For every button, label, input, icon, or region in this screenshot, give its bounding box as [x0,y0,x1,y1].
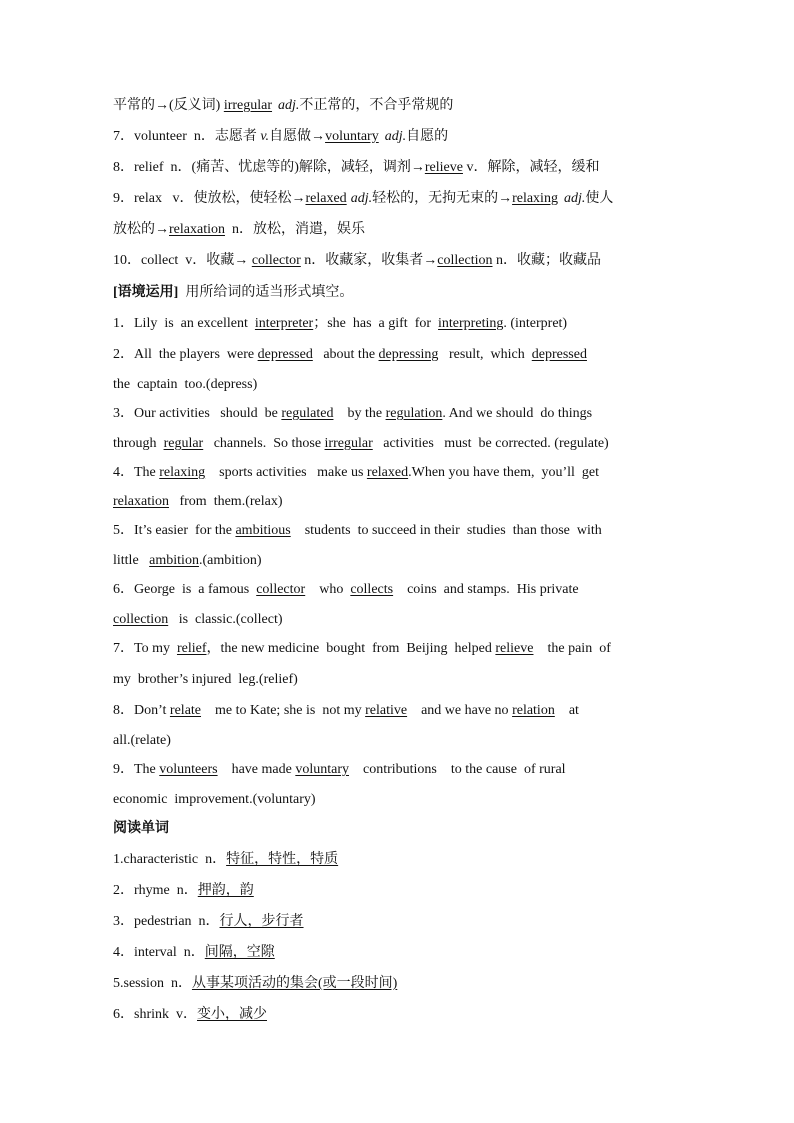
question-2 [113,345,688,365]
pos-label: adj. [350,191,373,206]
text: n．收藏；收藏品 [492,253,601,268]
text: me to Kate; she is not my [201,703,366,718]
text: and we have no [407,703,513,718]
question-1 [113,314,688,334]
answer-blank: relaxed [366,465,409,480]
answer-blank: relaxation [169,222,225,237]
question-6-cont [113,610,688,630]
question-8-cont [113,731,688,751]
answer-blank: collection [437,253,493,268]
heading-text: 阅读单词 [113,821,169,836]
question-4-cont [113,492,688,512]
reading-item [113,850,688,870]
answer-blank: relieve [424,160,463,175]
reading-heading [113,819,688,839]
reading-item [113,1005,688,1025]
text: 9．relax v．使放松，使轻松→ [113,191,306,206]
question-7-cont [113,670,688,690]
text: v．解除，减轻，缓和 [462,160,600,175]
reading-item [113,881,688,901]
vocab-line-relaxation [113,220,688,240]
text: through [113,436,164,451]
text: economic improvement.(voluntary) [113,792,316,807]
question-6 [113,580,688,600]
question-3 [113,404,688,424]
text: have made [217,762,296,777]
answer-blank: ambitious [235,523,291,538]
answer-blank: 间隔，空隙 [204,945,275,960]
answer-blank: regulated [281,406,334,421]
text: result, which [438,347,532,362]
answer-blank: relaxation [113,494,169,509]
question-3-cont [113,434,673,454]
reading-item [113,912,688,932]
text: ；she has a gift for [313,316,439,331]
vocab-line-volunteer [113,127,688,147]
text: all.(relate) [113,733,171,748]
answer-blank: 变小，减少 [197,1007,267,1022]
answer-blank: collection [113,612,169,627]
answer-blank: depressed [257,347,313,362]
vocab-line-relax [113,189,693,209]
answer-blank: relate [169,703,202,718]
section-heading [113,283,688,303]
text: is classic.(collect) [168,612,283,627]
text: 6．shrink v． [113,1007,197,1022]
answer-blank: interpreting [438,316,504,331]
text: the pain of [533,641,611,656]
answer-blank: 押韵，韵 [197,883,254,898]
text: little [113,553,150,568]
text: about the [312,347,379,362]
text: from them.(relax) [168,494,283,509]
text: coins and stamps. His private [393,582,579,597]
answer-blank: 特征，特性，特质 [226,852,339,867]
answer-blank: regular [163,436,204,451]
text: 使人 [585,191,614,206]
answer-blank: depressing [378,347,439,362]
text: 4．interval n． [113,945,205,960]
text: 5．It’s easier for the [113,523,236,538]
text: 轻松的，无拘无束的→ [372,191,513,206]
answer-blank: voluntary [295,762,349,777]
text: . And we should do things [442,406,593,421]
text: by the [333,406,386,421]
text: ，the new medicine bought from Beijing helped [206,641,496,656]
answer-blank: collector [256,582,306,597]
text: at [554,703,579,718]
answer-blank: voluntary [325,129,379,144]
text: who [305,582,351,597]
question-5 [113,521,688,541]
answer-blank: relieve [495,641,534,656]
answer-blank: collects [350,582,394,597]
pos-label: adj. [278,98,300,113]
vocab-line-relief [113,158,688,178]
answer-blank: depressed [531,347,587,362]
text: 7．To my [113,641,177,656]
answer-blank: relation [512,703,555,718]
answer-blank: relief [176,641,207,656]
text: sports activities make us [205,465,367,480]
pos-label: v. [260,129,270,144]
text: activities must be corrected. (regulate) [372,436,609,451]
text: 不正常的，不合乎常规的 [299,98,454,113]
answer-blank: relaxed [305,191,347,206]
text: . (interpret) [503,316,568,331]
text: channels. So those [203,436,325,451]
question-4 [113,463,688,483]
question-8 [113,701,688,721]
text: n．收藏家，收集者→ [300,253,438,268]
answer-blank: interpreter [254,316,314,331]
answer-blank: relaxing [159,465,206,480]
text: 3．pedestrian n． [113,914,220,929]
question-9-cont [113,790,688,810]
reading-item [113,974,688,994]
question-2-cont [113,375,688,395]
question-9 [113,760,688,780]
text: 10．collect v．收藏→ [113,253,252,268]
text: the captain too.(depress) [113,377,258,392]
question-7 [113,639,688,659]
answer-blank: ambition [149,553,199,568]
text: contributions to the cause of rural [349,762,566,777]
text: .(ambition) [198,553,262,568]
vocab-line-irregular [113,96,688,116]
answer-blank: irregular [324,436,373,451]
text: .When you have them, you’ll get [408,465,600,480]
text: 6．George is a famous [113,582,257,597]
text: 8．Don’t [113,703,170,718]
question-5-cont [113,551,688,571]
text: 自愿的 [406,129,449,144]
pos-label: adj. [384,129,407,144]
answer-blank: regulation [385,406,443,421]
text: 2．All the players were [113,347,258,362]
answer-blank: 行人，步行者 [219,914,304,929]
text: 2．rhyme n． [113,883,198,898]
text: 自愿做→ [269,129,326,144]
text: 7．volunteer n．志愿者 [113,129,261,144]
answer-blank: relative [365,703,408,718]
vocab-line-collect [113,251,688,271]
text: 3．Our activities should be [113,406,282,421]
reading-item [113,943,688,963]
text: 1．Lily is an excellent [113,316,255,331]
text: 4．The [113,465,160,480]
text: n．放松，消遣，娱乐 [224,222,365,237]
text: 9．The [113,762,160,777]
text: my brother’s injured leg.(relief) [113,672,298,687]
text: 放松的→ [113,222,169,237]
answer-blank: collector [251,253,301,268]
answer-blank: relaxing [512,191,558,206]
text: students to succeed in their studies than those with [290,523,602,538]
answer-blank: irregular [223,98,273,113]
text: 平常的→(反义词) [113,98,224,113]
section-instruction: 用所给词的适当形式填空。 [178,285,354,300]
pos-label: adj. [563,191,586,206]
section-tag: [语境运用] [113,285,179,300]
text: 5.session n． [113,976,192,991]
answer-blank: 从事某项活动的集会(或一段时间) [191,976,398,991]
text: 1.characteristic n． [113,852,227,867]
answer-blank: volunteers [159,762,218,777]
text: 8．relief n．(痛苦、忧虑等的)解除，减轻，调剂→ [113,160,425,175]
